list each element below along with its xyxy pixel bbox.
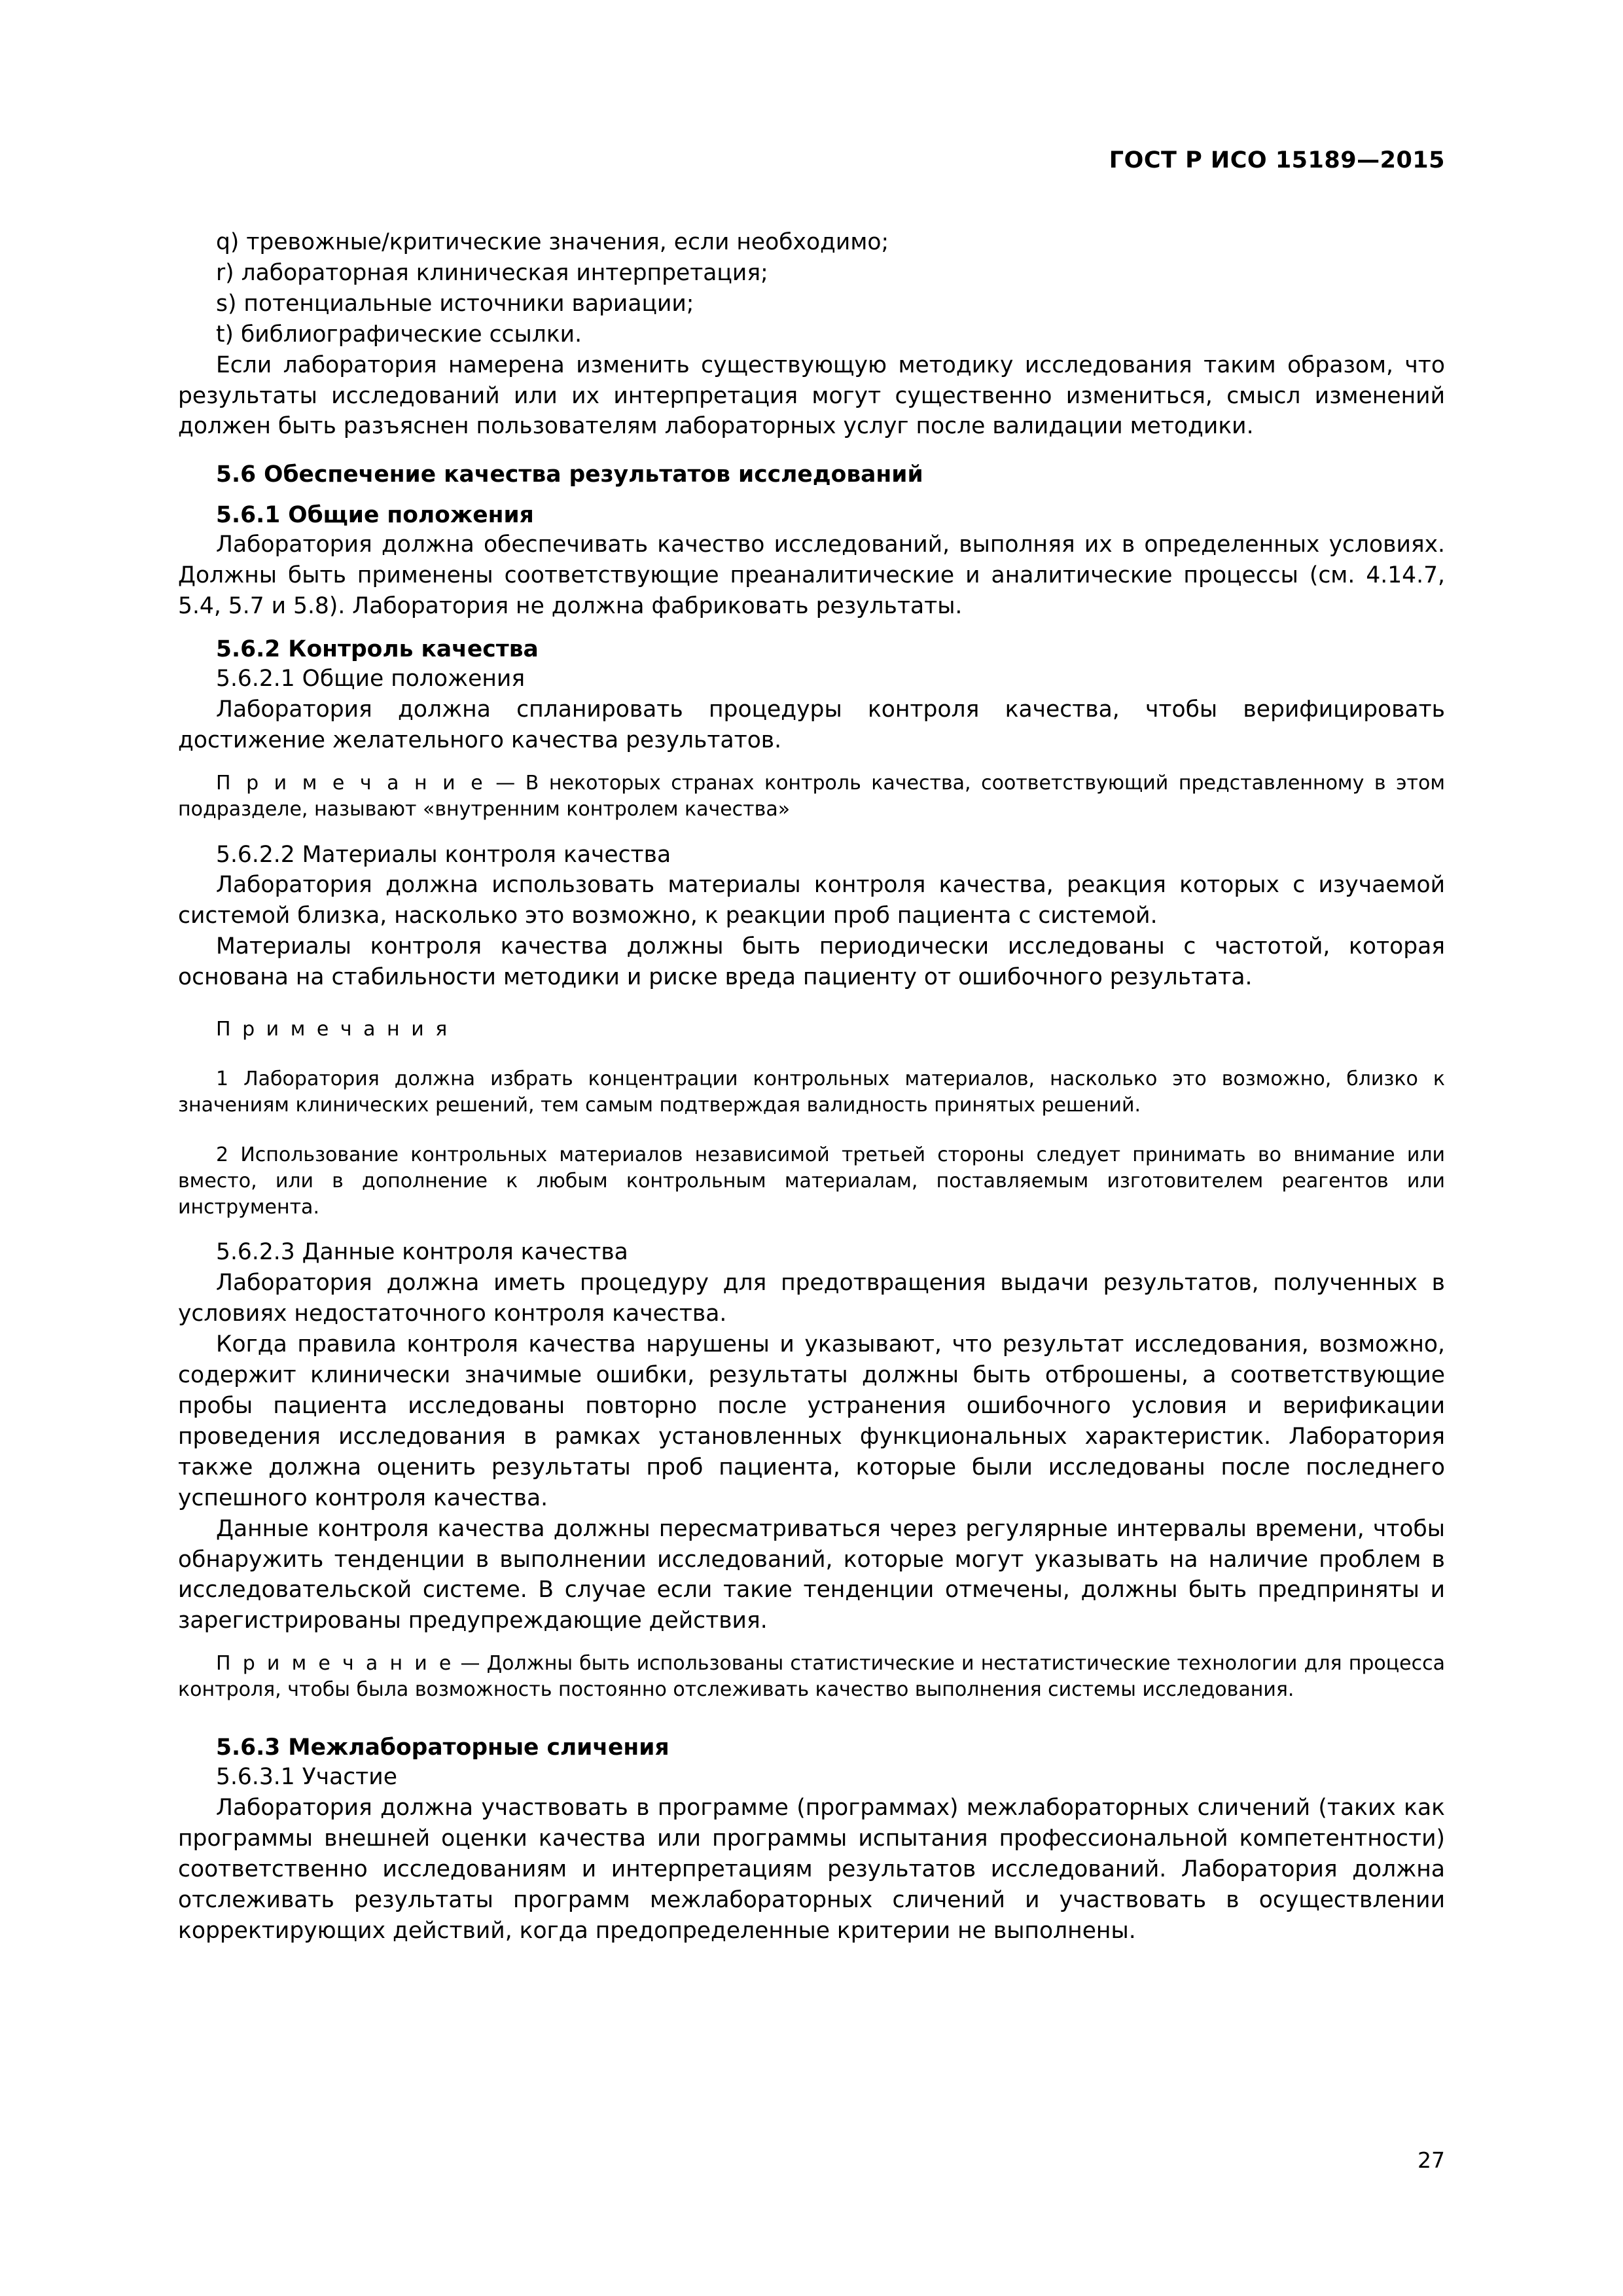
note-text: — Должны быть использованы статистические и нестатистические технологии для процесса контроля, чтобы была возможность постоянно отслеживать качество выполнения системы исследования. <box>178 1652 1445 1702</box>
section-heading-5-6-3: 5.6.3 Межлабораторные сличения <box>216 1734 669 1761</box>
page-header: ГОСТ Р ИСО 15189—2015 <box>1109 147 1445 173</box>
paragraph-5-6-2-2-a: Лаборатория должна использовать материалы контроля качества, реакция которых с изучаемой системой близка, насколько это возможно, к реакции проб пациента с системой. <box>178 872 1445 929</box>
list-item: t) библиографические ссылки. <box>216 321 582 348</box>
note-label: П р и м е ч а н и е <box>216 771 486 795</box>
section-heading-5-6-1: 5.6.1 Общие положения <box>216 502 534 529</box>
list-item: r) лабораторная клиническая интерпретация; <box>216 259 768 286</box>
paragraph-5-6-2-2-b: Материалы контроля качества должны быть периодически исследованы с частотой, которая основана на стабильности методики и риске вреда пациенту от ошибочного результата. <box>178 933 1445 991</box>
page-content <box>178 147 1445 1946</box>
page-number: 27 <box>1418 2147 1445 2173</box>
note-5-6-2-3 <box>178 1651 1445 1703</box>
list-item: s) потенциальные источники вариации; <box>216 290 694 317</box>
paragraph-5-6-2-3-c: Данные контроля качества должны пересматриваться через регулярные интервалы времени, чтобы обнаружить тенденции в выполнении исследований, которые могут указывать на наличие проблем в исследовательской системе. В случае если такие тенденции отмечены, должны быть предприняты и зарегистрированы предупреждающие действия. <box>178 1515 1445 1634</box>
paragraph-5-6-3-1: Лаборатория должна участвовать в программе (программах) межлабораторных сличений (таких как программы внешней оценки качества или программы испытания профессиональной компетентности) соответственно исследованиям и интерпретациям результатов исследований. Лаборатория должна отслеживать результаты программ межлабораторных сличений и участвовать в осуществлении корректирующих действий, когда предопределенные критерии не выполнены. <box>178 1794 1445 1944</box>
notes-label-5-6-2-2 <box>178 1016 1445 1043</box>
note-5-6-2-1 <box>178 770 1445 823</box>
note-label: П р и м е ч а н и е <box>216 1652 454 1676</box>
paragraph-5-6-2-1: Лаборатория должна спланировать процедуры контроля качества, чтобы верифицировать достижение желательного качества результатов. <box>178 696 1445 753</box>
paragraph-intro: Если лаборатория намерена изменить существующую методику исследования таким образом, что результаты исследований или их интерпретация могут существенно измениться, смысл изменений должен быть разъяснен пользователям лабораторных услуг после валидации методики. <box>178 351 1445 440</box>
list-item: q) тревожные/критические значения, если необходимо; <box>216 229 889 255</box>
paragraph-5-6-2-3-b: Когда правила контроля качества нарушены и указывают, что результат исследования, возможно, содержит клинически значимые ошибки, результаты должны быть отброшены, а соответствующие пробы пациента исследованы повторно после устранения ошибочного условия и верификации проведения исследования в рамках установленных функциональных характеристик. Лаборатория также должна оценить результаты проб пациента, которые были исследованы после последнего успешного контроля качества. <box>178 1331 1445 1511</box>
paragraph-5-6-1: Лаборатория должна обеспечивать качество исследований, выполняя их в определенных условиях. Должны быть применены соответствующие преаналитические и аналитические процессы (см. 4.14.7, 5.4, 5.7 и 5.8). Лаборатория не должна фабриковать результаты. <box>178 531 1445 620</box>
section-heading-5-6-3-1: 5.6.3.1 Участие <box>216 1764 397 1790</box>
note-text: — В некоторых странах контроль качества, соответствующий представленному в этом подразделе, называют «внутренним контролем качества» <box>178 771 1445 821</box>
paragraph-5-6-2-3-a: Лаборатория должна иметь процедуру для предотвращения выдачи результатов, полученных в условиях недостаточного контроля качества. <box>178 1270 1445 1327</box>
note-2-5-6-2-2: 2 Использование контрольных материалов независимой третьей стороны следует принимать во внимание или вместо, или в дополнение к любым контрольным материалам, поставляемым изготовителем реагентов или инструмента. <box>178 1143 1445 1219</box>
note-1-5-6-2-2: 1 Лаборатория должна избрать концентрации контрольных материалов, насколько это возможно, близко к значениям клинических решений, тем самым подтверждая валидность принятых решений. <box>178 1067 1445 1117</box>
notes-label: П р и м е ч а н и я <box>216 1018 450 1041</box>
section-heading-5-6-2-1: 5.6.2.1 Общие положения <box>216 666 526 692</box>
section-heading-5-6-2-2: 5.6.2.2 Материалы контроля качества <box>216 841 671 868</box>
section-heading-5-6: 5.6 Обеспечение качества результатов исследований <box>216 461 923 488</box>
section-heading-5-6-2: 5.6.2 Контроль качества <box>216 636 539 663</box>
section-heading-5-6-2-3: 5.6.2.3 Данные контроля качества <box>216 1239 628 1266</box>
